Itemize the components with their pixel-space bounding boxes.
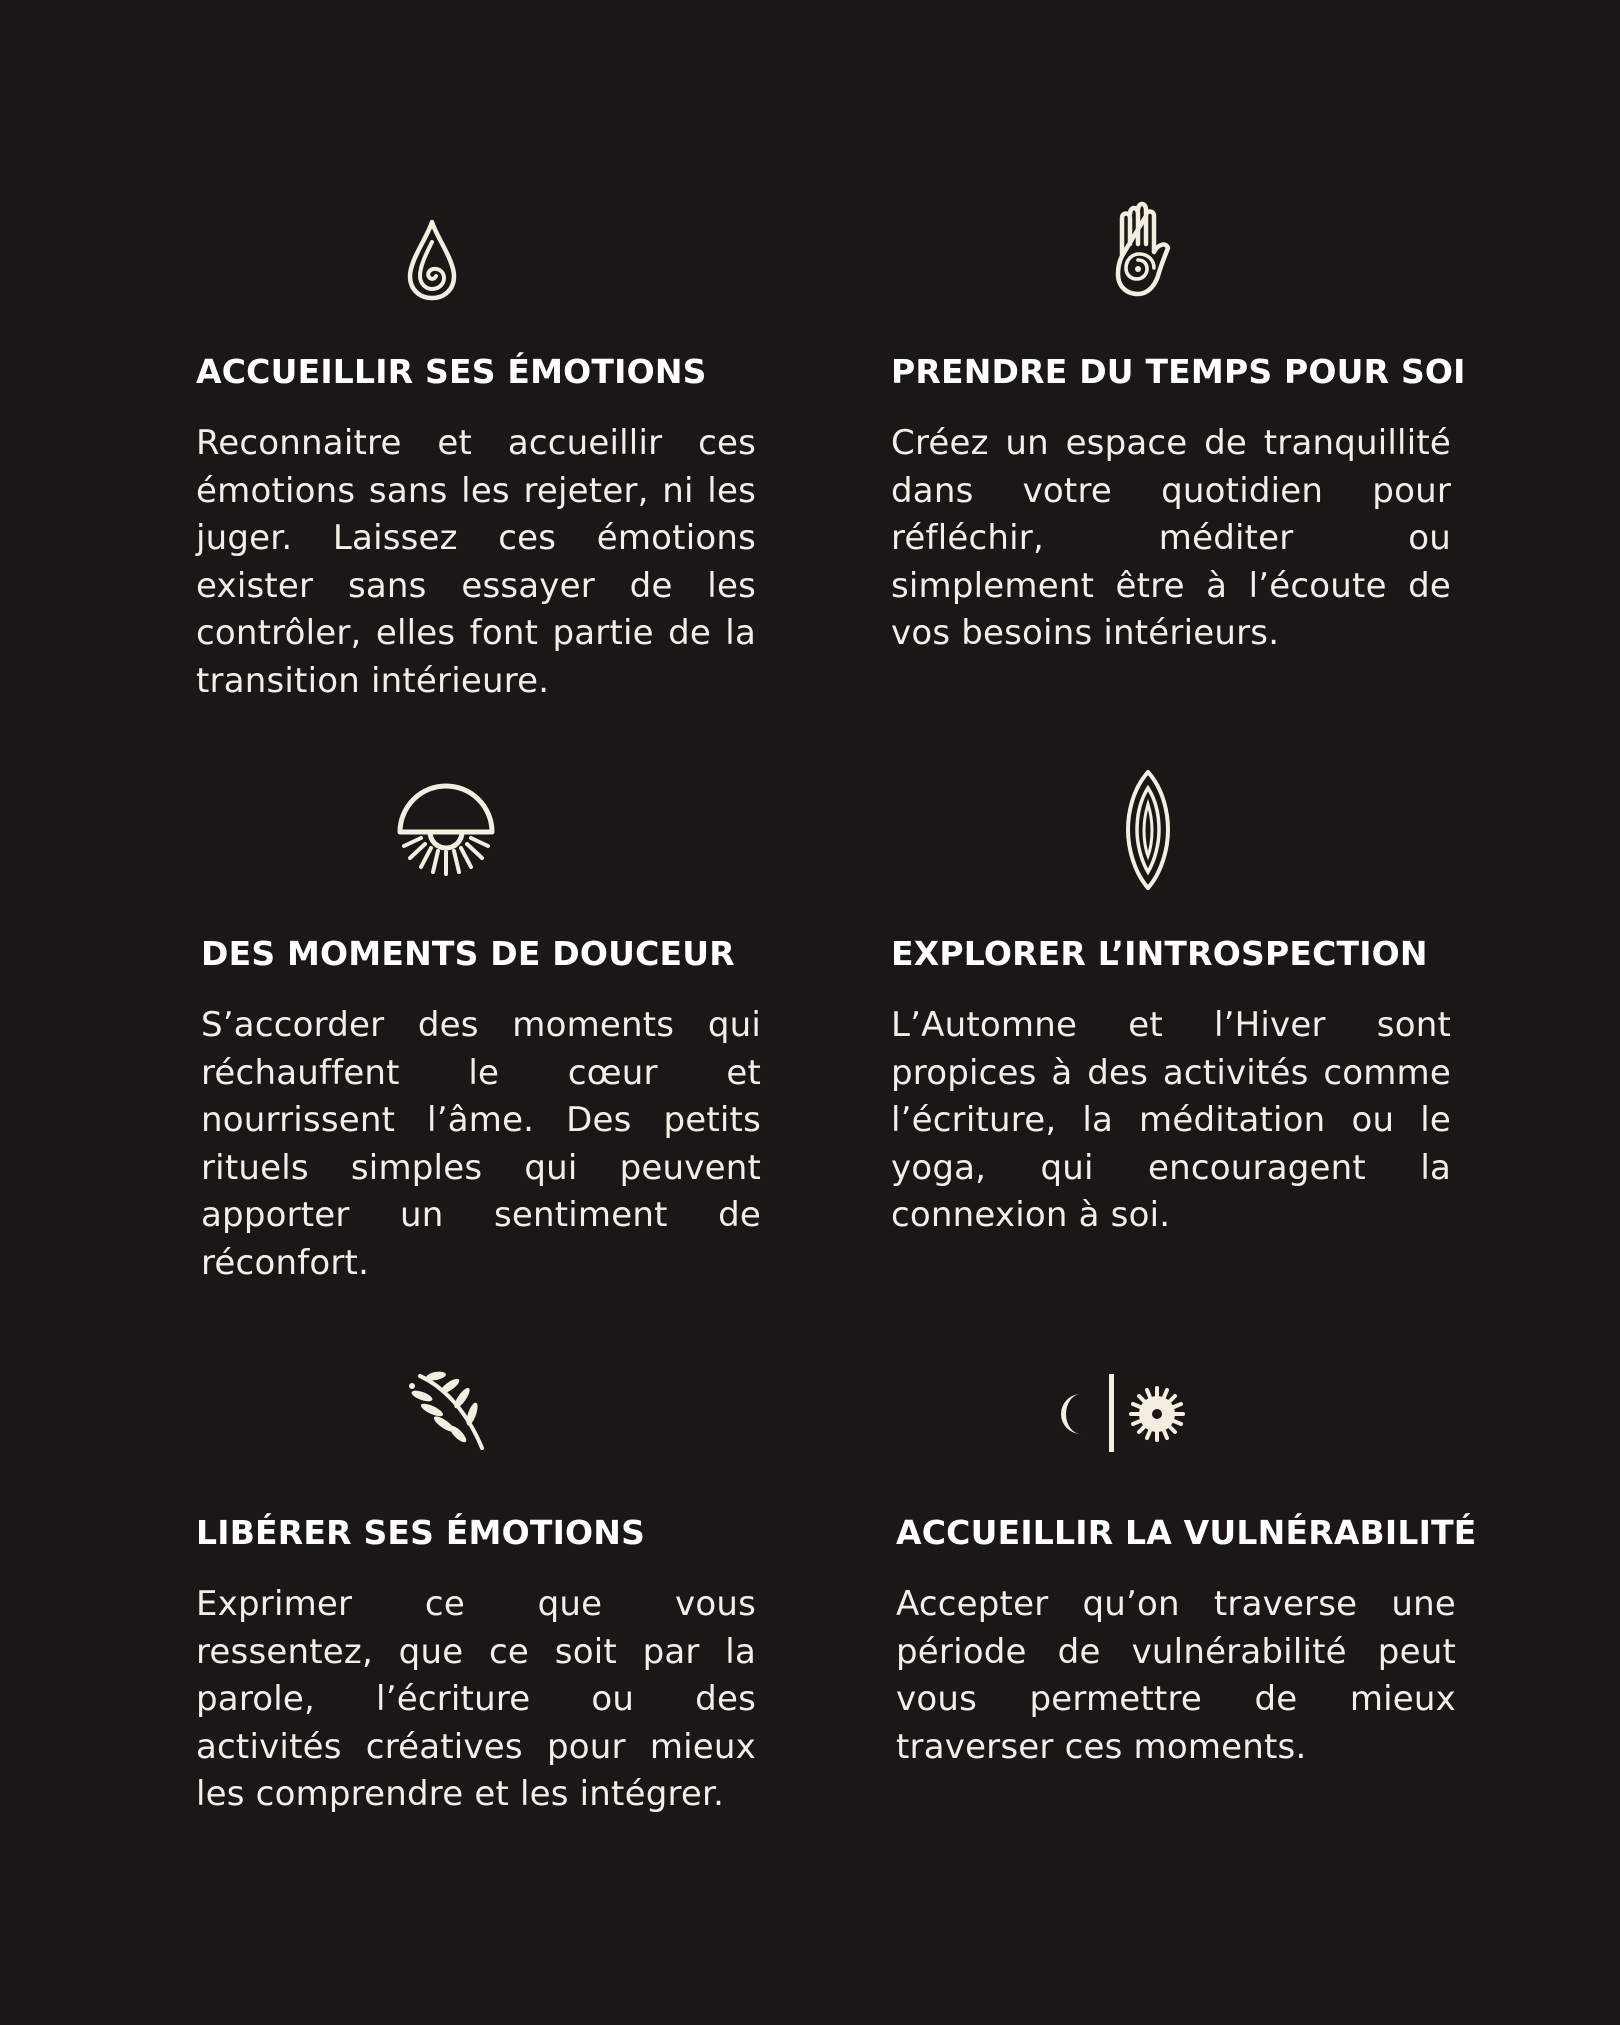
card-title: EXPLORER L’INTROSPECTION — [891, 934, 1428, 973]
card-text: S’accorder des moments qui réchauffent le cœur et nourrissent l’âme. Des petits rituels simples qui peuvent apporter un sentiment de réconfort. — [201, 1005, 761, 1283]
rising-sun-icon — [386, 770, 506, 890]
card-text: Créez un espace de tranquillité dans votre quotidien pour réfléchir, méditer ou simplement être à l’écoute de vos besoins intérieurs. — [891, 423, 1451, 653]
water-drop-spiral-icon — [372, 200, 492, 320]
seed-pod-icon — [1088, 770, 1208, 890]
card-title: PRENDRE DU TEMPS POUR SOI — [891, 352, 1466, 391]
card-title: DES MOMENTS DE DOUCEUR — [201, 934, 735, 973]
spiral-hand-icon — [1079, 188, 1199, 308]
card-text: Reconnaitre et accueillir ces émotions sans les rejeter, ni les juger. Laissez ces émotions exister sans essayer de les contrôler, elles font partie de la transition intérieure. — [196, 423, 756, 701]
card-text: Accepter qu’on traverse une période de vulnérabilité peut vous permettre de mieux traverser ces moments. — [896, 1584, 1456, 1767]
card-title: LIBÉRER SES ÉMOTIONS — [196, 1513, 646, 1552]
card-text: Exprimer ce que vous ressentez, que ce soit par la parole, l’écriture ou des activités créatives pour mieux les comprendre et les intégrer. — [196, 1584, 756, 1814]
moon-sun-icon — [1058, 1350, 1178, 1470]
card-text: L’Automne et l’Hiver sont propices à des activités comme l’écriture, la méditation ou le yoga, qui encouragent la connexion à soi. — [891, 1005, 1451, 1235]
olive-branch-icon — [390, 1350, 510, 1470]
card-title: ACCUEILLIR SES ÉMOTIONS — [196, 352, 707, 391]
card-title: ACCUEILLIR LA VULNÉRABILITÉ — [896, 1513, 1477, 1552]
